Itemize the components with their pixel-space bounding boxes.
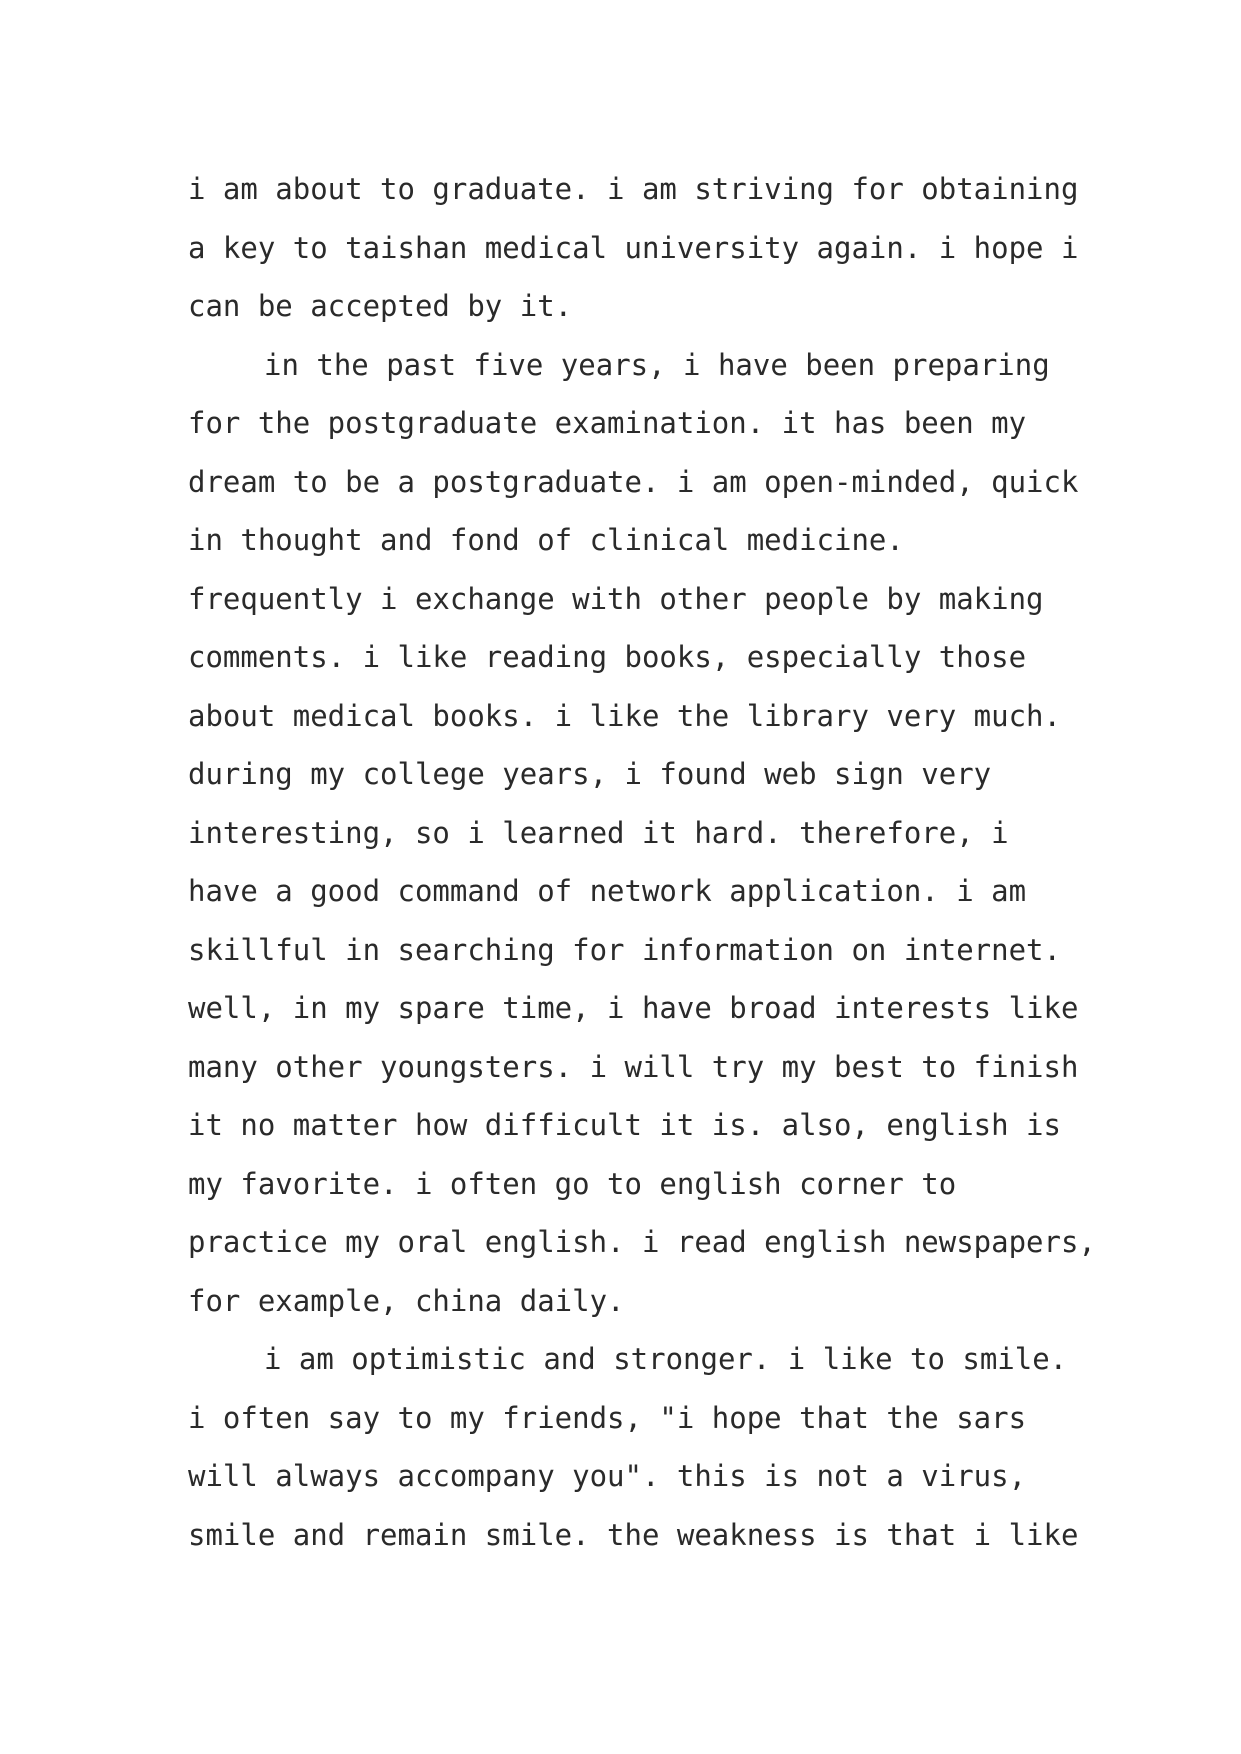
- paragraph-2: [188, 336, 1096, 1331]
- text-line: for the postgraduate examination. it has been my: [188, 406, 1027, 440]
- text-line: will always accompany you". this is not a virus,: [188, 1459, 1027, 1493]
- text-line: for example, china daily.: [188, 1283, 625, 1318]
- text-line: well, in my spare time, i have broad interests like: [188, 991, 1079, 1025]
- text-line: skillful in searching for information on internet.: [188, 932, 1061, 967]
- text-line: dream to be a postgraduate. i am open-minded, quick: [188, 464, 1079, 499]
- text-line: have a good command of network application. i am: [188, 874, 1027, 908]
- text-line: smile and remain smile. the weakness is that i like: [188, 1517, 1079, 1552]
- text-line: interesting, so i learned it hard. therefore, i: [188, 815, 1009, 850]
- text-line: many other youngsters. i will try my best to finish: [188, 1049, 1079, 1084]
- text-line: i am optimistic and stronger. i like to smile.: [264, 1342, 1068, 1376]
- text-line: frequently i exchange with other people by making: [188, 581, 1044, 616]
- text-line: can be accepted by it.: [188, 289, 573, 323]
- text-line: in thought and fond of clinical medicine.: [188, 523, 904, 557]
- text-line: my favorite. i often go to english corner to: [188, 1166, 957, 1201]
- text-line: a key to taishan medical university again. i hope i: [188, 230, 1079, 265]
- text-line: i often say to my friends, "i hope that the sars: [188, 1400, 1027, 1435]
- text-line: i am about to graduate. i am striving for obtaining: [188, 172, 1079, 206]
- text-line: comments. i like reading books, especially those: [188, 640, 1027, 674]
- text-line: about medical books. i like the library very much.: [188, 698, 1061, 733]
- paragraph-3: [188, 1330, 1079, 1564]
- body-text: [188, 160, 1096, 1564]
- text-line: it no matter how difficult it is. also, english is: [188, 1108, 1061, 1142]
- text-line: during my college years, i found web sign very: [188, 757, 992, 791]
- text-line: in the past five years, i have been preparing: [264, 347, 1050, 382]
- paragraph-1: [188, 160, 1079, 336]
- text-line: practice my oral english. i read english newspapers,: [188, 1225, 1096, 1259]
